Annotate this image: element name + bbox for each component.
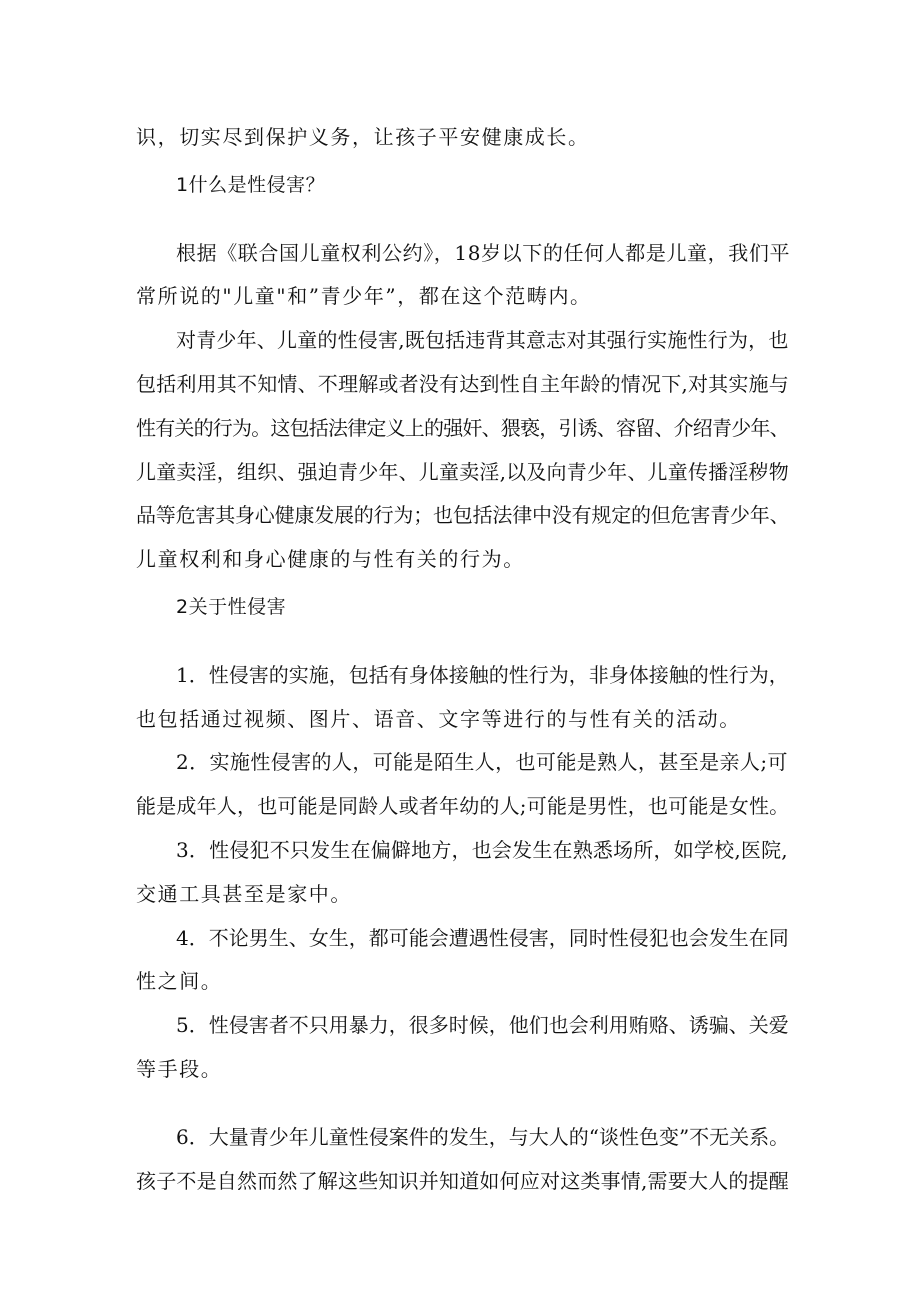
list-item-line: 孩子不是自然而然了解这些知识并知道如何应对这类事情,需要大人的提醒 bbox=[136, 1169, 789, 1193]
paragraph-line: 儿童卖淫，组织、强迫青少年、儿童卖淫,以及向青少年、儿童传播淫秽物 bbox=[136, 460, 789, 484]
list-item-line: 等手段。 bbox=[136, 1057, 223, 1081]
section-heading: 1什么是性侵害？ bbox=[176, 174, 326, 196]
list-item-line: 5．性侵害者不只用暴力，很多时候，他们也会利用贿赂、诱骗、关爱 bbox=[176, 1013, 789, 1037]
list-item-line: 交通工具甚至是家中。 bbox=[136, 882, 352, 906]
paragraph-line: 儿童权利和身心健康的与性有关的行为。 bbox=[136, 547, 525, 571]
paragraph-line: 根据《联合国儿童权利公约》，18岁以下的任何人都是儿童，我们平 bbox=[176, 241, 791, 265]
list-item-line: 能是成年人，也可能是同龄人或者年幼的人;可能是男性，也可能是女性。 bbox=[136, 794, 790, 818]
list-item-line: 性之间。 bbox=[136, 969, 223, 993]
paragraph-line: 识，切实尽到保护义务，让孩子平安健康成长。 bbox=[136, 125, 590, 149]
paragraph-line: 性有关的行为。这包括法律定义上的强奸、猥亵，引诱、容留、介绍青少年、 bbox=[136, 416, 789, 440]
list-item-line: 6．大量青少年儿童性侵案件的发生，与大人的“谈性色变”不无关系。 bbox=[176, 1125, 790, 1149]
paragraph-line: 常所说的"儿童"和”青少年”，都在这个范畴内。 bbox=[136, 284, 592, 308]
paragraph-line: 对青少年、儿童的性侵害,既包括违背其意志对其强行实施性行为，也 bbox=[176, 328, 789, 352]
list-item-line: 1．性侵害的实施，包括有身体接触的性行为，非身体接触的性行为， bbox=[176, 663, 789, 687]
list-item-line: 2．实施性侵害的人，可能是陌生人，也可能是熟人，甚至是亲人;可 bbox=[176, 750, 788, 774]
list-item-line: 3．性侵犯不只发生在偏僻地方，也会发生在熟悉场所，如学校,医院, bbox=[176, 838, 788, 862]
list-item-line: 4．不论男生、女生，都可能会遭遇性侵害，同时性侵犯也会发生在同 bbox=[176, 926, 789, 950]
paragraph-line: 包括利用其不知情、不理解或者没有达到性自主年龄的情况下,对其实施与 bbox=[136, 372, 789, 396]
paragraph-line: 品等危害其身心健康发展的行为；也包括法律中没有规定的但危害青少年、 bbox=[136, 503, 790, 527]
list-item-line: 也包括通过视频、图片、语音、文字等进行的与性有关的活动。 bbox=[136, 707, 741, 731]
section-heading: 2关于性侵害 bbox=[176, 596, 287, 618]
